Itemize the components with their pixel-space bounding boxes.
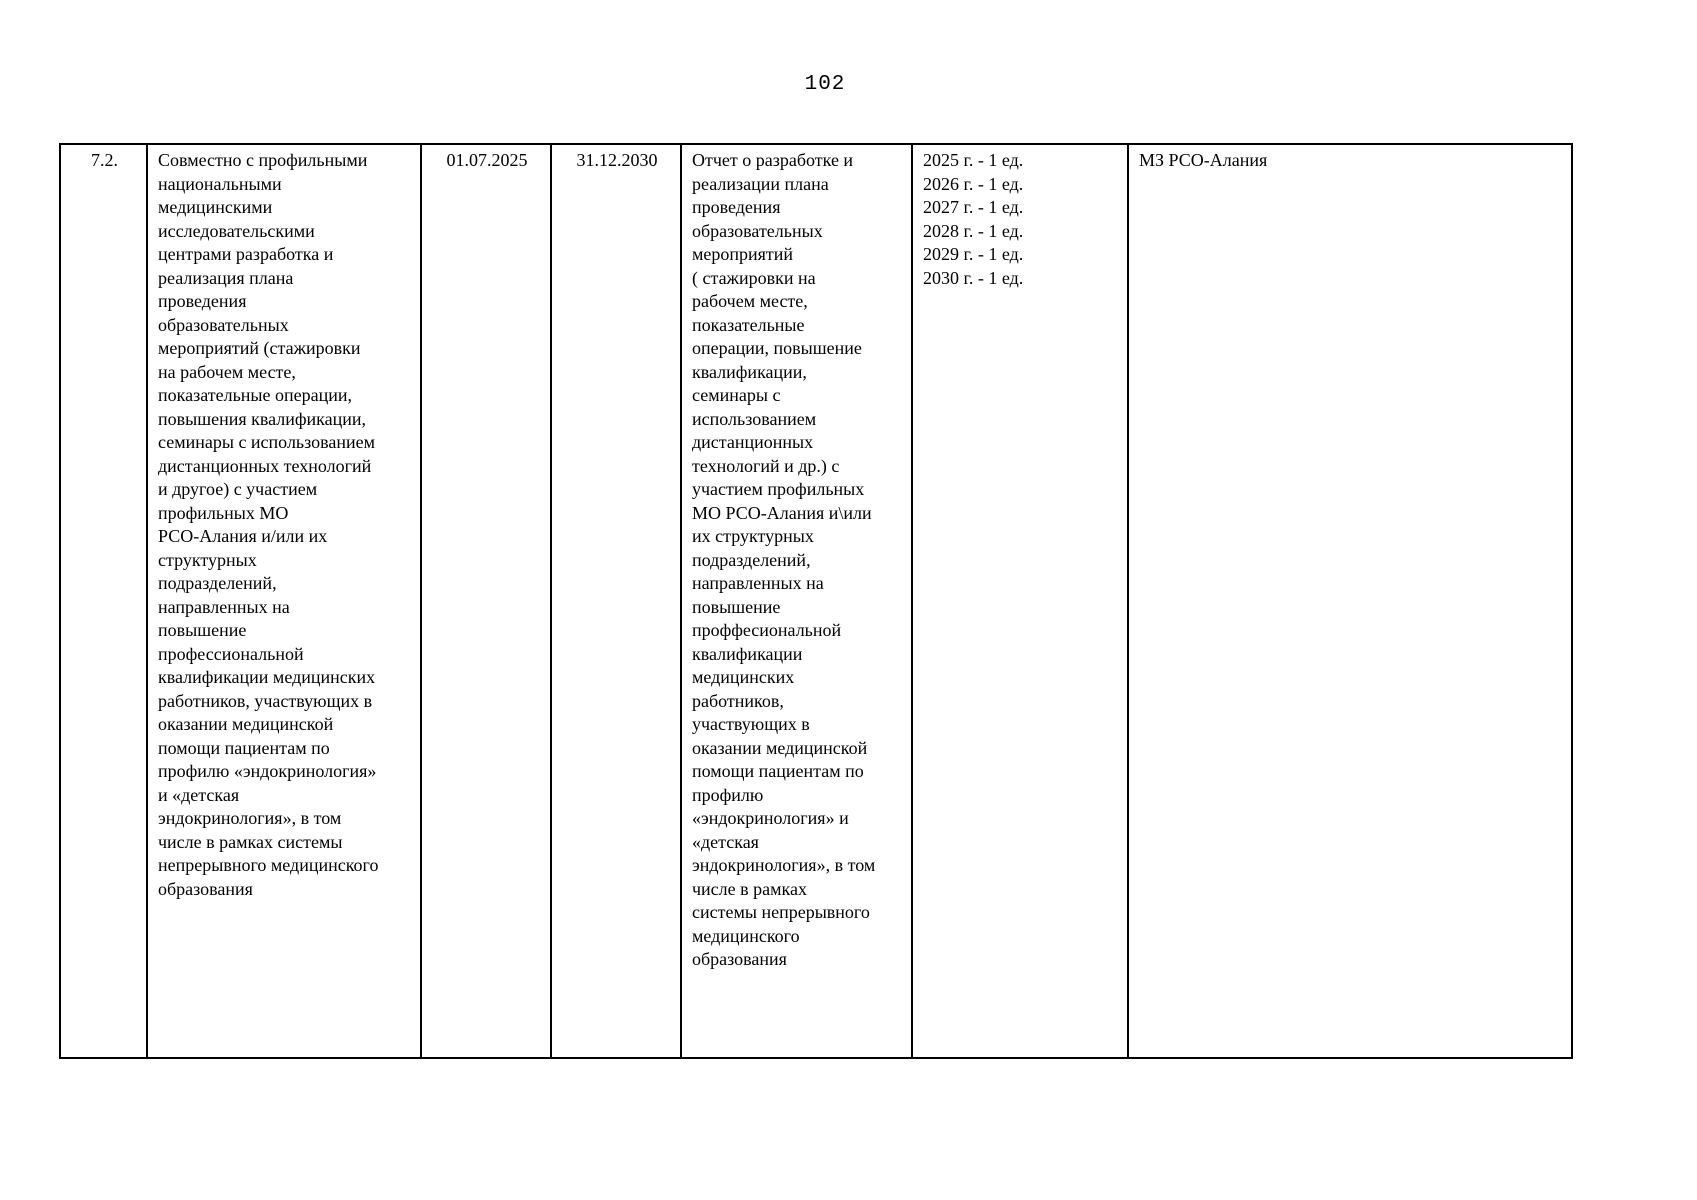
result-line: работников, [692, 690, 784, 711]
description-line: мероприятий (стажировки [158, 338, 361, 358]
description-text [158, 149, 412, 901]
end-date-cell [551, 144, 681, 1058]
description-line: оказании медицинской [158, 714, 334, 734]
result-line: Отчет о разработке и [692, 150, 854, 170]
description-cell [147, 144, 421, 1058]
result-line: эндокринология», в том [692, 855, 876, 875]
description-line: национальными [158, 173, 282, 194]
description-line: профессиональной [158, 643, 304, 664]
description-line: профильных МО [158, 502, 289, 523]
description-line: образования [158, 878, 253, 899]
responsible-cell [1128, 144, 1572, 1058]
description-line: непрерывного медицинского [158, 855, 379, 875]
result-cell [681, 144, 912, 1058]
plan-table [59, 143, 1573, 1059]
result-line: образования [692, 949, 787, 969]
description-line: профилю «эндокринология» [158, 761, 377, 781]
description-line: помощи пациентам по [158, 737, 330, 758]
result-line: МО РСО-Алания и\или [692, 502, 872, 523]
target-line: 2029 г. - 1 ед. [923, 244, 1024, 264]
result-line: использованием [692, 408, 817, 429]
targets-cell [912, 144, 1128, 1058]
result-line: образовательных [692, 220, 823, 241]
result-line: медицинских [692, 667, 795, 687]
page-number: 102 [804, 73, 846, 96]
description-line: исследовательскими [158, 220, 315, 241]
row-number-cell [60, 144, 147, 1058]
description-line: на рабочем месте, [158, 361, 296, 382]
description-line: подразделений, [158, 573, 277, 593]
description-line: семинары с использованием [158, 432, 376, 452]
description-line: РСО-Алания и/или их [158, 526, 328, 546]
description-line: проведения [158, 291, 247, 311]
start-date: 01.07.2025 [446, 150, 528, 170]
description-line: повышения квалификации, [158, 408, 367, 429]
table-row [60, 144, 1572, 1058]
result-line: квалификации [692, 643, 803, 664]
row-number: 7.2. [91, 150, 118, 170]
description-line: показательные операции, [158, 385, 353, 405]
result-line: проведения [692, 197, 781, 217]
result-line: показательные [692, 314, 805, 335]
result-line: подразделений, [692, 549, 811, 570]
result-line: направленных на [692, 573, 824, 593]
result-line: их структурных [692, 526, 814, 546]
description-line: реализация плана [158, 267, 294, 288]
result-line: квалификации, [692, 361, 807, 382]
description-line: образовательных [158, 314, 289, 335]
result-line: дистанционных [692, 432, 814, 452]
result-line: участвующих в [692, 714, 810, 734]
result-text [692, 149, 903, 972]
target-line: 2027 г. - 1 ед. [923, 197, 1024, 217]
result-line: «детская [692, 831, 759, 852]
target-line: 2030 г. - 1 ед. [923, 267, 1024, 288]
result-line: мероприятий [692, 244, 794, 264]
result-line: ( стажировки на [692, 267, 816, 288]
result-line: семинары с [692, 385, 781, 405]
result-line: операции, повышение [692, 338, 862, 358]
description-line: и другое) с участием [158, 479, 318, 499]
description-line: повышение [158, 620, 247, 640]
targets-list [923, 149, 1119, 290]
result-line: реализации плана [692, 173, 829, 194]
description-line: дистанционных технологий [158, 455, 372, 476]
description-line: структурных [158, 549, 257, 570]
description-line: работников, участвующих в [158, 690, 373, 711]
result-line: системы непрерывного [692, 902, 870, 922]
description-line: Совместно с профильными [158, 150, 368, 170]
result-line: помощи пациентам по [692, 761, 864, 781]
result-line: «эндокринология» и [692, 808, 849, 828]
result-line: числе в рамках [692, 878, 807, 899]
target-line: 2025 г. - 1 ед. [923, 150, 1024, 170]
result-line: повышение [692, 596, 781, 617]
description-line: направленных на [158, 596, 290, 617]
description-line: центрами разработка и [158, 244, 334, 264]
result-line: участием профильных [692, 479, 865, 499]
responsible: МЗ РСО-Алания [1139, 150, 1268, 170]
description-line: медицинскими [158, 197, 273, 217]
description-line: квалификации медицинских [158, 667, 376, 687]
target-line: 2026 г. - 1 ед. [923, 173, 1024, 194]
result-line: технологий и др.) с [692, 455, 840, 476]
result-line: проффесиональной [692, 620, 842, 640]
target-line: 2028 г. - 1 ед. [923, 220, 1024, 241]
start-date-cell [421, 144, 551, 1058]
result-line: рабочем месте, [692, 291, 808, 311]
result-line: медицинского [692, 925, 800, 946]
description-line: и «детская [158, 784, 240, 805]
result-line: профилю [692, 784, 764, 805]
end-date: 31.12.2030 [576, 150, 658, 170]
result-line: оказании медицинской [692, 737, 868, 758]
description-line: числе в рамках системы [158, 831, 343, 852]
description-line: эндокринология», в том [158, 808, 342, 828]
